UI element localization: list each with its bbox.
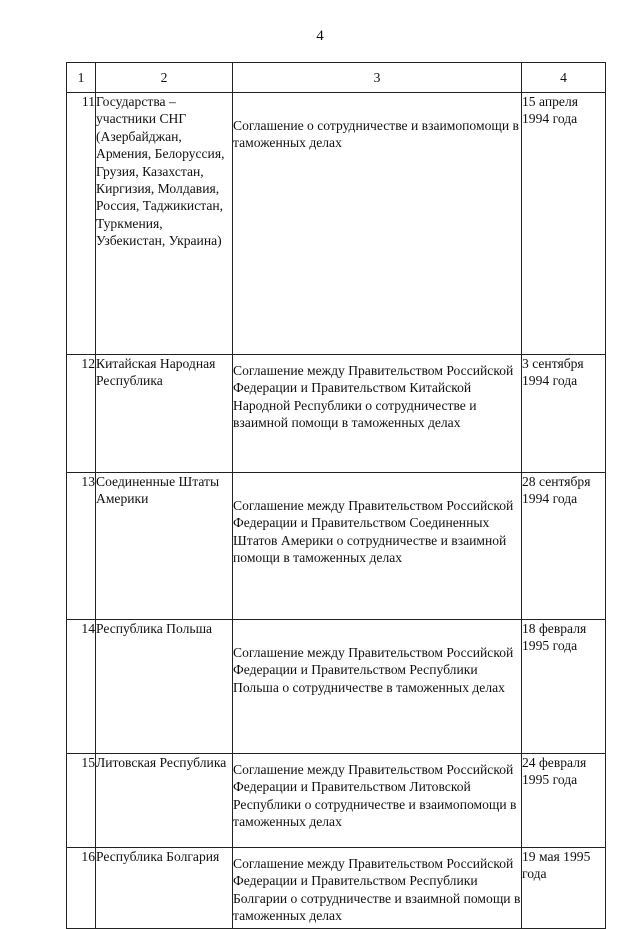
agreement-title-cell: Соглашение между Правительством Российской Федерации и Правительством Республики Болгарии о сотрудничестве и взаимной помощи в таможенных делах <box>233 848 522 929</box>
table-header-row <box>67 63 606 93</box>
country-cell: Китайская Народная Республика <box>96 355 233 473</box>
row-number: 16 <box>67 848 96 929</box>
row-number: 12 <box>67 355 96 473</box>
date-cell: 28 сентября 1994 года <box>522 473 606 620</box>
row-number: 14 <box>67 620 96 754</box>
column-header-3: 3 <box>233 63 522 93</box>
country-cell: Соединенные Штаты Америки <box>96 473 233 620</box>
agreement-title-cell: Соглашение между Правительством Российской Федерации и Правительством Республики Польша о сотрудничестве в таможенных делах <box>233 620 522 754</box>
agreement-title-cell: Соглашение о сотрудничестве и взаимопомощи в таможенных делах <box>233 93 522 355</box>
row-number: 13 <box>67 473 96 620</box>
agreement-title-cell: Соглашение между Правительством Российской Федерации и Правительством Литовской Республики о сотрудничестве и взаимопомощи в таможенных делах <box>233 754 522 848</box>
agreements-table <box>66 62 606 929</box>
table-row <box>67 620 606 754</box>
agreement-title-cell: Соглашение между Правительством Российской Федерации и Правительством Китайской Народной Республики о сотрудничестве и взаимной помощи в таможенных делах <box>233 355 522 473</box>
country-cell: Республика Польша <box>96 620 233 754</box>
column-header-1: 1 <box>67 63 96 93</box>
column-header-4: 4 <box>522 63 606 93</box>
date-cell: 18 февраля 1995 года <box>522 620 606 754</box>
row-number: 15 <box>67 754 96 848</box>
date-cell: 24 февраля 1995 года <box>522 754 606 848</box>
table-row <box>67 848 606 929</box>
country-cell: Республика Болгария <box>96 848 233 929</box>
row-number: 11 <box>67 93 96 355</box>
country-cell: Государства – участники СНГ (Азербайджан, Армения, Белоруссия, Грузия, Казахстан, Киргизия, Молдавия, Россия, Таджикистан, Туркмения, Узбекистан, Украина) <box>96 93 233 355</box>
country-cell: Литовская Республика <box>96 754 233 848</box>
agreement-title-cell: Соглашение между Правительством Российской Федерации и Правительством Соединенных Штатов Америки о сотрудничестве и взаимной помощи в таможенных делах <box>233 473 522 620</box>
table-row <box>67 473 606 620</box>
date-cell: 19 мая 1995 года <box>522 848 606 929</box>
date-cell: 3 сентября 1994 года <box>522 355 606 473</box>
page-number: 4 <box>316 28 324 44</box>
table-row <box>67 355 606 473</box>
column-header-2: 2 <box>96 63 233 93</box>
table-row <box>67 93 606 355</box>
date-cell: 15 апреля 1994 года <box>522 93 606 355</box>
table-row <box>67 754 606 848</box>
